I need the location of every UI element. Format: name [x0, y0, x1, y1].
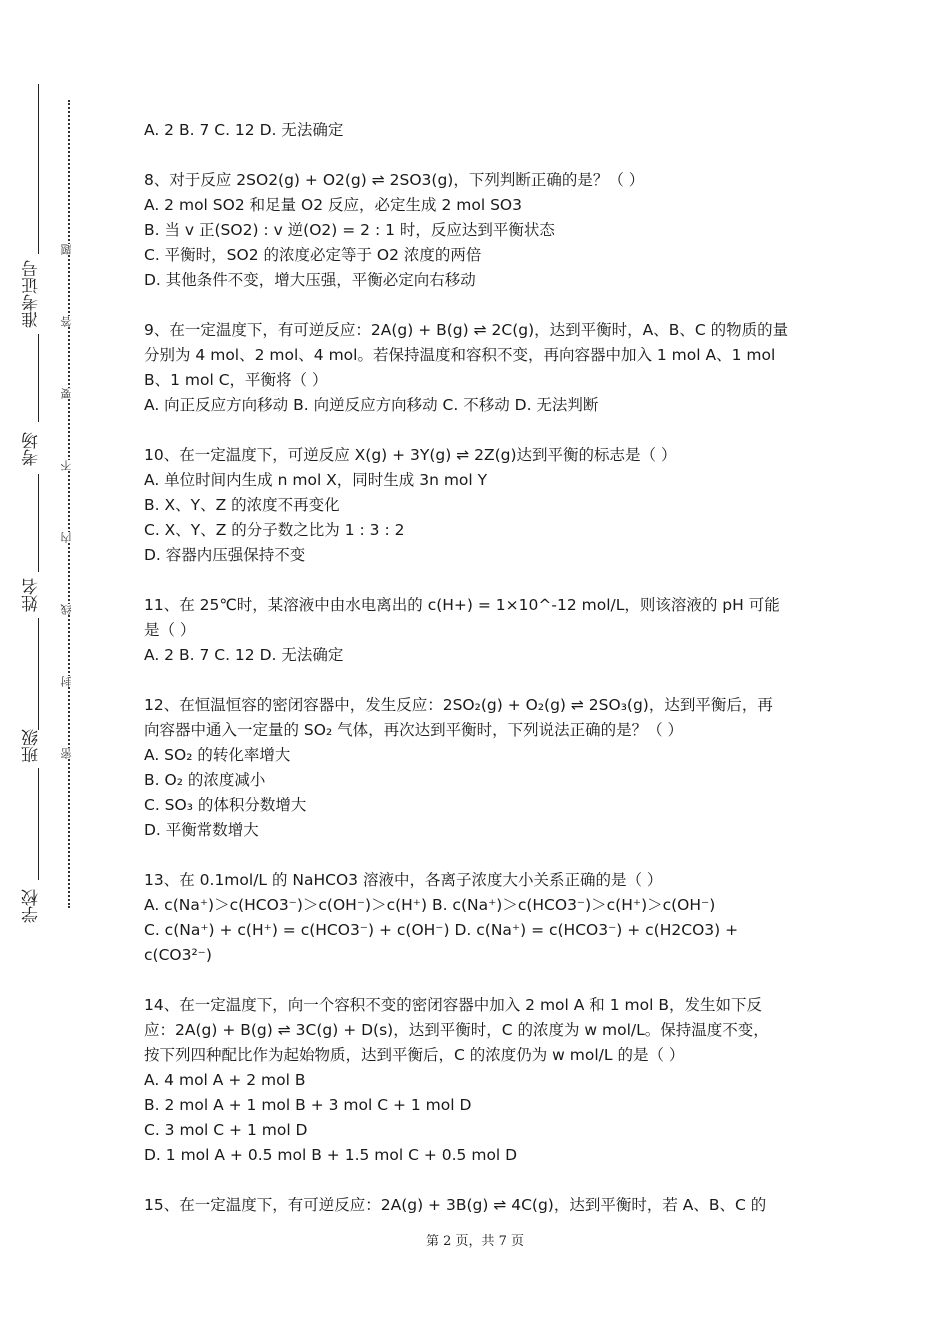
- question-stem: 分别为 4 mol、2 mol、4 mol。若保持温度和容积不变，再向容器中加入 1 mol A、1 mol: [144, 346, 776, 364]
- option-line: A. SO₂ 的转化率增大: [144, 746, 291, 764]
- seal-char: 线: [60, 604, 76, 615]
- question-13: [144, 868, 814, 968]
- option-line: B. O₂ 的浓度减小: [144, 771, 266, 789]
- option-line: D. 容器内压强保持不变: [144, 546, 306, 564]
- question-stem: 8、对于反应 2SO2(g) + O2(g) ⇌ 2SO3(g)，下列判断正确的是？（ ）: [144, 171, 645, 189]
- margin-line: [38, 334, 39, 422]
- label-name: 姓名: [22, 578, 42, 612]
- option-line: D. 1 mol A + 0.5 mol B + 1.5 mol C + 0.5 mol D: [144, 1146, 518, 1164]
- option-line: B. 当 v 正(SO2) : v 逆(O2) = 2 : 1 时，反应达到平衡状态: [144, 221, 555, 239]
- page-number: 第 2 页，共 7 页: [425, 1234, 525, 1249]
- margin-line: [38, 474, 39, 572]
- option-line: C. c(Na⁺) + c(H⁺) = c(HCO3⁻) + c(OH⁻) D. c(Na⁺) = c(HCO3⁻) + c(H2CO3) +: [144, 921, 739, 939]
- option-line: D. 其他条件不变，增大压强，平衡必定向右移动: [144, 271, 476, 289]
- question-stem: 12、在恒温恒容的密闭容器中，发生反应：2SO₂(g) + O₂(g) ⇌ 2SO₃(g)，达到平衡后，再: [144, 696, 773, 714]
- seal-char: 不: [60, 460, 76, 471]
- question-7-options: [144, 118, 814, 143]
- question-14: [144, 993, 814, 1168]
- seal-char: 答: [60, 316, 76, 327]
- option-line: C. 3 mol C + 1 mol D: [144, 1121, 308, 1139]
- question-stem: 应：2A(g) + B(g) ⇌ 3C(g) + D(s)，达到平衡时，C 的浓度为 w mol/L。保持温度不变，: [144, 1021, 769, 1039]
- option-line: C. SO₃ 的体积分数增大: [144, 796, 307, 814]
- question-line: A. 2 B. 7 C. 12 D. 无法确定: [144, 121, 344, 139]
- label-school: 学校: [22, 889, 42, 923]
- option-line: B. 2 mol A + 1 mol B + 3 mol C + 1 mol D: [144, 1096, 472, 1114]
- question-9: [144, 318, 814, 418]
- label-exam-number: 准考证号: [22, 260, 42, 328]
- question-stem: B、1 mol C，平衡将（ ）: [144, 371, 328, 389]
- seal-char: 内: [60, 532, 76, 543]
- question-stem: 15、在一定温度下，有可逆反应：2A(g) + 3B(g) ⇌ 4C(g)，达到平衡时，若 A、B、C 的: [144, 1196, 767, 1214]
- option-line: D. 平衡常数增大: [144, 821, 259, 839]
- option-line: A. 2 mol SO2 和足量 O2 反应，必定生成 2 mol SO3: [144, 196, 522, 214]
- option-line: A. 2 B. 7 C. 12 D. 无法确定: [144, 646, 344, 664]
- seal-char: 封: [60, 676, 76, 687]
- margin-line: [38, 768, 39, 880]
- question-stem: 按下列四种配比作为起始物质，达到平衡后，C 的浓度仍为 w mol/L 的是（ ）: [144, 1046, 685, 1064]
- option-line: B. X、Y、Z 的浓度不再变化: [144, 496, 340, 514]
- option-line: A. 单位时间内生成 n mol X，同时生成 3n mol Y: [144, 471, 488, 489]
- question-stem: 11、在 25℃时，某溶液中由水电离出的 c(H+) = 1×10^-12 mol/L，则该溶液的 pH 可能: [144, 596, 780, 614]
- label-class: 班级: [22, 729, 42, 763]
- option-line: C. 平衡时，SO2 的浓度必定等于 O2 浓度的两倍: [144, 246, 482, 264]
- question-stem: 是（ ）: [144, 621, 196, 639]
- question-stem: 13、在 0.1mol/L 的 NaHCO3 溶液中，各离子浓度大小关系正确的是（ ）: [144, 871, 663, 889]
- margin-line: [38, 618, 39, 730]
- margin-line: [38, 84, 39, 254]
- question-10: [144, 443, 814, 568]
- seal-char: 要: [60, 388, 76, 399]
- question-stem: 10、在一定温度下，可逆反应 X(g) + 3Y(g) ⇌ 2Z(g)达到平衡的标志是（ ）: [144, 446, 677, 464]
- seal-char: 密: [60, 748, 76, 759]
- question-8: [144, 168, 814, 293]
- question-content: [144, 118, 814, 1243]
- question-11: [144, 593, 814, 668]
- option-line: A. 4 mol A + 2 mol B: [144, 1071, 306, 1089]
- option-line: A. 向正反应方向移动 B. 向逆反应方向移动 C. 不移动 D. 无法判断: [144, 396, 599, 414]
- option-line: A. c(Na⁺)＞c(HCO3⁻)＞c(OH⁻)＞c(H⁺) B. c(Na⁺)＞c(HCO3⁻)＞c(H⁺)＞c(OH⁻): [144, 896, 716, 914]
- option-line: c(CO3²⁻): [144, 946, 212, 964]
- binding-margin: [0, 0, 110, 1344]
- seal-char: 题: [60, 244, 76, 255]
- question-stem: 14、在一定温度下，向一个容积不变的密闭容器中加入 2 mol A 和 1 mol B，发生如下反: [144, 996, 762, 1014]
- question-12: [144, 693, 814, 843]
- label-exam-room: 考场: [22, 432, 42, 466]
- option-line: C. X、Y、Z 的分子数之比为 1 : 3 : 2: [144, 521, 405, 539]
- question-stem: 9、在一定温度下，有可逆反应：2A(g) + B(g) ⇌ 2C(g)，达到平衡时，A、B、C 的物质的量: [144, 321, 789, 339]
- question-stem: 向容器中通入一定量的 SO₂ 气体，再次达到平衡时，下列说法正确的是？（ ）: [144, 721, 684, 739]
- dotted-seal-line: [68, 100, 70, 908]
- question-15: [144, 1193, 814, 1218]
